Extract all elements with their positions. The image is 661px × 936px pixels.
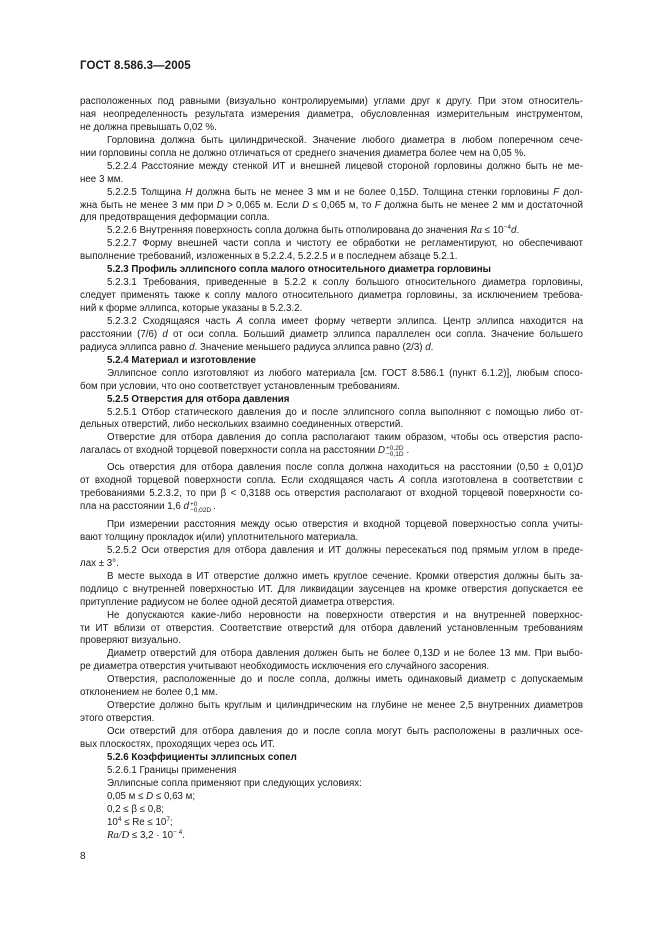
- measure-line: При измерении расстояния между осью отверстия и входной торцевой поверхностью сопла учиты-: [107, 519, 583, 530]
- tolerance-fraction: +0 −0,02D: [189, 500, 212, 515]
- exit-line: подлицо с внутренней поверхностью ИТ. Для ликвидации заусенцев на кромке отверстия допускается ее: [80, 583, 583, 595]
- material-line: бом при условии, что оно соответствует установленным требованиям.: [80, 380, 400, 392]
- section-heading-5-2-6: 5.2.6 Коэффициенты эллипсных сопел: [107, 751, 297, 763]
- condition-diameter: 0,05 м ≤ D ≤ 0,63 м;: [107, 790, 196, 802]
- exit-line: В месте выхода в ИТ отверстие должно иметь круглое сечение. Кромки отверстия должны быть за-: [107, 570, 583, 582]
- clause-5-2-3-2-line: радиуса эллипса равно d. Значение меньшего радиуса эллипса равно (2/3) d.: [80, 341, 434, 353]
- same-diameter-line: Отверстия, расположенные до и после сопла, должны иметь одинаковый диаметр с допускаемым: [107, 674, 583, 686]
- measure-line: вают толщину прокладок и(или) уплотнительного материала.: [80, 531, 359, 543]
- section-heading-5-2-5: 5.2.5 Отверстия для отбора давления: [107, 393, 290, 405]
- clause-5-2-5-2-line: 5.2.5.2 Оси отверстия для отбора давления и ИТ должны пересекаться под прямым углом в преде-: [107, 544, 583, 556]
- document-body: [80, 96, 583, 842]
- diameter-line: ре диаметра отверстия учитывают необходимость исключения его случайного засорения.: [80, 661, 490, 673]
- clause-5-2-2-7-line: 5.2.2.7 Форму внешней части сопла и чистоту ее обработки не регламентируют, но обеспечивают: [107, 238, 583, 250]
- roughness-line: Не допускаются какие-либо неровности на поверхности отверстия и на внутренней поверхнос-: [107, 609, 583, 621]
- text-line: Горловина должна быть цилиндрической. Значение любого диаметра в любом поперечном сече-: [107, 134, 583, 146]
- back-hole-line: пла на расстоянии 1,6 d +0 −0,02D .: [80, 500, 216, 515]
- clause-5-2-3-1-line: 5.2.3.1 Требования, приведенные в 5.2.2 к соплу большого относительного диаметра горловины,: [107, 277, 583, 289]
- clause-5-2-5-1-line: 5.2.5.1 Отбор статического давления до и после эллипсного сопла выполняют с помощью либо от-: [107, 406, 583, 418]
- material-line: Эллипсное сопло изготовляют из любого материала [см. ГОСТ 8.586.1 (пункт 6.1.2)], любым спосо-: [107, 367, 583, 379]
- back-hole-line: требованиями 5.2.3.2, то при β < 0,3188 ось отверстия располагают от входной торцевой поверхности со-: [80, 488, 583, 500]
- text-line: нее 3 мм.: [80, 173, 124, 185]
- condition-reynolds: $10^4 \le Re \le 10^7$;: [107, 815, 173, 828]
- clause-5-2-3-2-line: расстоянии (7/6) d от оси сопла. Больший диаметр эллипса параллелен оси сопла. Значение большего: [80, 328, 583, 340]
- front-hole-line: лагалась от входной торцевой поверхности сопла на расстоянии D +0,2D −0,1D .: [80, 444, 410, 459]
- axes-line: вых плоскостях, проходящих через ось ИТ.: [80, 738, 275, 750]
- conditions-intro: Эллипсные сопла применяют при следующих условиях:: [107, 777, 362, 789]
- round-line: Отверстие должно быть круглым и цилиндрическим на глубине не менее 2,5 внутренних диаметров: [107, 700, 583, 712]
- clause-5-2-2-6-line: 5.2.2.6 Внутренняя поверхность сопла должна быть отполирована до значения $Ra \le 10^{-4}d$.: [107, 224, 520, 237]
- clause-5-2-2-5-line: 5.2.2.5 Толщина H должна быть не менее 3 мм и не более 0,15D. Толщина стенки горловины F дол-: [107, 186, 583, 198]
- page-number: 8: [80, 851, 86, 862]
- clause-5-2-5-2-line: лах ± 3°.: [80, 557, 119, 569]
- round-line: этого отверстия.: [80, 713, 155, 725]
- back-hole-line: Ось отверстия для отбора давления после сопла должна находиться на расстоянии (0,50 ± 0,01)D: [107, 462, 583, 474]
- clause-5-2-2-5-line: жна быть не менее 3 мм при D > 0,065 м. Если D ≤ 0,065 м, то F должна быть не менее 2 мм и достаточной: [80, 199, 584, 211]
- text-line: 5.2.2.4 Расстояние между стенкой ИТ и внешней лицевой стороной горловины должно быть не ме-: [107, 160, 583, 172]
- exit-line: притупление радиусом не более одной десятой диаметра отверстия.: [80, 596, 395, 608]
- document-header: ГОСТ 8.586.3—2005: [80, 60, 191, 72]
- clause-5-2-3-2-line: 5.2.3.2 Сходящаяся часть A сопла имеет форму четверти эллипса. Центр эллипса находится на: [107, 315, 583, 327]
- text-line: ная неопределенность результата измерения диаметра, обусловленная измерительным инструментом,: [80, 108, 583, 120]
- section-heading-5-2-4: 5.2.4 Материал и изготовление: [107, 354, 256, 366]
- same-diameter-line: отклонением не более 0,1 мм.: [80, 687, 218, 699]
- clause-5-2-2-5-line: для предотвращения деформации сопла.: [80, 212, 270, 224]
- clause-5-2-2-7-line: выполнение требований, изложенных в 5.2.2.4, 5.2.2.5 и в последнем абзаце 5.2.1.: [80, 251, 458, 263]
- roughness-line: проверяют визуально.: [80, 635, 181, 647]
- back-hole-line: от входной торцевой поверхности сопла. Если сходящаяся часть A сопла изготовлена в соответствии с: [80, 475, 583, 487]
- diameter-line: Диаметр отверстий для отбора давления должен быть не более 0,13D и не более 13 мм. При выбо-: [107, 648, 583, 660]
- condition-beta: 0,2 ≤ β ≤ 0,8;: [107, 803, 164, 815]
- front-hole-line: Отверстие для отбора давления до сопла располагают таким образом, чтобы ось отверстия распо-: [107, 432, 583, 444]
- roughness-line: ти ИТ вблизи от отверстия. Соответствие отверстий для отбора давлений установленным требованиям: [80, 622, 583, 634]
- clause-5-2-3-1-line: ний к форме эллипса, которые указаны в 5.2.3.2.: [80, 303, 303, 314]
- axes-line: Оси отверстий для отбора давления до и после сопла могут быть расположены в различных осе-: [107, 726, 583, 737]
- condition-roughness: $Ra/D \le 3,2 \cdot 10^{- 4}$.: [107, 828, 185, 841]
- section-heading-5-2-3: 5.2.3 Профиль эллипсного сопла малого относительного диаметра горловины: [107, 264, 491, 276]
- clause-5-2-6-1: 5.2.6.1 Границы применения: [107, 764, 237, 776]
- text-line: нии горловины сопла не должно отличаться от среднего значения диаметра более чем на 0,05 %.: [80, 147, 526, 159]
- clause-5-2-5-1-line: дельных отверстий, либо нескольких взаимно соединенных отверстий.: [80, 419, 404, 431]
- tolerance-fraction: +0,2D −0,1D: [385, 444, 404, 459]
- text-line: расположенных под равными (визуально контролируемыми) углами друг к другу. При этом относитель-: [80, 96, 583, 107]
- clause-5-2-3-1-line: следует применять также к соплу малого относительного диаметра горловины, за исключением требова-: [80, 290, 583, 302]
- text-line: не должна превышать 0,02 %.: [80, 121, 217, 133]
